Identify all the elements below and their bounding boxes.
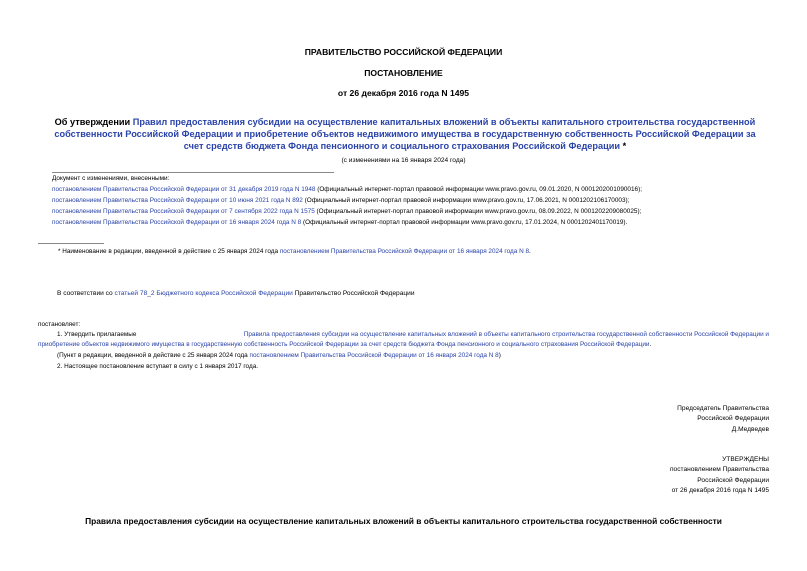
signature-block xyxy=(677,404,769,435)
item-1-rules-link[interactable]: Правила предоставления субсидии на осуществление капитальных вложений в объекты капитального строительства государственной собственности Российской Федерации и xyxy=(243,331,769,338)
rules-title: Правила предоставления субсидии на осуществление капитальных вложений в объекты капитального строительства государственной собственности xyxy=(85,516,722,526)
preamble-rest: Правительство Российской Федерации xyxy=(292,290,415,297)
document-type: ПОСТАНОВЛЕНИЕ xyxy=(364,68,443,78)
signature-position: Председатель Правительства xyxy=(677,405,769,412)
approval-block xyxy=(670,455,769,497)
approval-by: постановлением Правительства xyxy=(669,466,769,474)
signature-country: Российской Федерации xyxy=(697,415,769,423)
amendment-link[interactable]: постановлением Правительства Российской Федерации от 7 сентября 2022 года N 1575 xyxy=(52,208,315,215)
item-1-line-1 xyxy=(57,331,769,338)
amendment-item xyxy=(52,219,627,226)
footnote-link[interactable]: постановлением Правительства Российской Федерации от 16 января 2024 года N 8 xyxy=(279,248,530,255)
amendment-details: (Официальный интернет-портал правовой информации www.pravo.gov.ru, 09.01.2020, N 0001202001090016); xyxy=(315,186,643,193)
document-date: от 26 декабря 2016 года N 1495 xyxy=(337,88,470,98)
item-1-note-text: (Пункт в редакции, введенной в действие с 25 января 2024 года xyxy=(57,352,250,359)
item-1-prefix: 1. Утвердить прилагаемые xyxy=(57,331,137,338)
preamble xyxy=(57,290,415,297)
amendment-details: (Официальный интернет-портал правовой информации www.pravo.gov.ru, 17.06.2021, N 0001202106170003); xyxy=(302,197,630,204)
amendment-link[interactable]: постановлением Правительства Российской Федерации от 31 декабря 2019 года N 1948 xyxy=(52,186,316,193)
amendment-link[interactable]: постановлением Правительства Российской Федерации от 16 января 2024 года N 8 xyxy=(52,219,302,226)
approval-country: Российской Федерации xyxy=(697,476,769,484)
amendment-details: (Официальный интернет-портал правовой информации www.pravo.gov.ru, 08.09.2022, N 0001202209080025); xyxy=(314,208,642,215)
document-title xyxy=(52,116,758,152)
amendment-item xyxy=(52,208,641,215)
preamble-text: В соответствии со xyxy=(57,290,115,297)
amendment-details: (Официальный интернет-портал правовой информации www.pravo.gov.ru, 17.01.2024, N 0001202401170019). xyxy=(301,219,628,226)
amendments-divider xyxy=(52,172,334,173)
budget-code-link[interactable]: статьей 78_2 Бюджетного кодекса Российской Федерации xyxy=(114,290,293,297)
title-prefix: Об утверждении xyxy=(54,117,133,127)
government-heading: ПРАВИТЕЛЬСТВО РОССИЙСКОЙ ФЕДЕРАЦИИ xyxy=(304,47,503,57)
amendment-item xyxy=(52,197,629,204)
footnote-divider xyxy=(38,243,104,244)
item-1-rules-link-cont[interactable]: приобретение объектов недвижимого имущества в государственную собственность Российской Федерации за счет средств бюджета Фонда пенсионного и социального страхования Российской Федерации xyxy=(38,341,650,348)
signature-name: Д.Медведев xyxy=(731,425,769,433)
footnote-text: * Наименование в редакции, введенной в действие с 25 января 2024 года xyxy=(58,248,280,255)
item-1-end: . xyxy=(649,341,652,348)
item-2: 2. Настоящее постановление вступает в силу с 1 января 2017 года. xyxy=(57,363,259,370)
footnote xyxy=(58,248,531,255)
item-1-note xyxy=(57,352,501,359)
approval-date: от 26 декабря 2016 года N 1495 xyxy=(671,487,769,495)
item-1-note-link[interactable]: постановлением Правительства Российской Федерации от 16 января 2024 года N 8 xyxy=(249,352,499,359)
item-1-note-end: ) xyxy=(498,352,501,359)
amendment-link[interactable]: постановлением Правительства Российской Федерации от 10 июня 2021 года N 892 xyxy=(52,197,303,204)
title-suffix: * xyxy=(620,141,627,151)
approval-heading: УТВЕРЖДЕНЫ xyxy=(722,456,769,463)
resolves-label: постановляет: xyxy=(38,321,81,328)
footnote-end: . xyxy=(529,248,531,255)
title-rules-link[interactable]: Правил предоставления субсидии на осуществление капитальных вложений в объекты капитального строительства государственной собственности Российской Федерации и приобретение объектов недвижимого имущества в государственную собственность Российской Федерации за счет средств бюджета Фонда пенсионного и социального страхования Российской Федерации xyxy=(54,117,756,151)
changes-note: (с изменениями на 16 января 2024 года) xyxy=(341,157,466,164)
amendments-heading: Документ с изменениями, внесенными: xyxy=(52,175,170,182)
amendment-item xyxy=(52,186,642,193)
item-1-line-2 xyxy=(38,341,651,348)
